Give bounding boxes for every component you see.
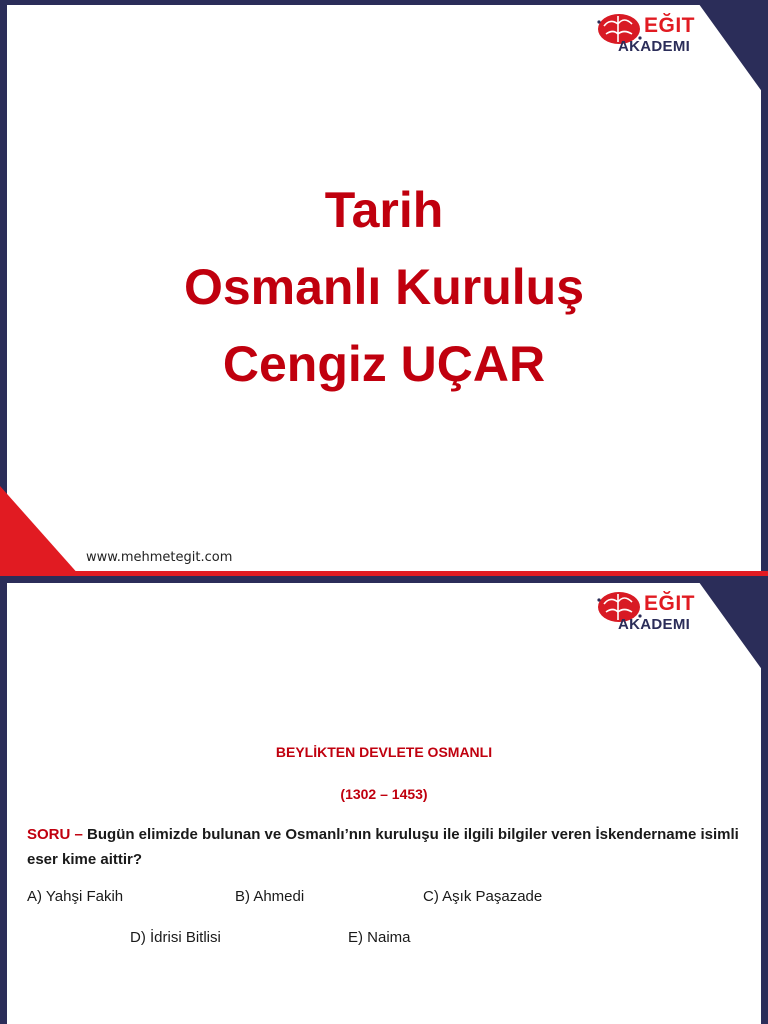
logo-text-bottom: AKADEMI	[618, 38, 691, 55]
slide-title	[0, 172, 768, 403]
question-body: Bugün elimizde bulunan ve Osmanlı’nın kuruluşu ile ilgili bilgiler veren İskendername isimli eser kime aittir?	[27, 826, 739, 868]
section-heading: BEYLİKTEN DEVLETE OSMANLI	[275, 744, 493, 760]
title-line-subject: Tarih	[324, 182, 444, 238]
option-d: D) İdrisi Bitlisi	[130, 929, 221, 946]
logo-text-top: EĞIT	[644, 592, 696, 615]
option-a: A) Yahşi Fakih	[27, 888, 124, 905]
question-slide	[0, 578, 768, 1024]
question-label: SORU –	[27, 826, 83, 843]
logo-text-top: EĞIT	[644, 14, 696, 37]
title-line-author: Cengiz UÇAR	[222, 336, 546, 392]
year-range: (1302 – 1453)	[340, 786, 428, 802]
corner-decoration	[0, 486, 80, 576]
eğit-akademi-logo	[596, 588, 706, 638]
option-e: E) Naima	[348, 929, 411, 946]
option-c: C) Aşık Paşazade	[423, 888, 543, 905]
frame-top	[0, 0, 768, 5]
title-line-topic: Osmanlı Kuruluş	[183, 259, 585, 315]
frame-top	[0, 578, 768, 583]
frame-bottom	[0, 571, 768, 576]
logo-text-bottom: AKADEMI	[618, 616, 691, 633]
question-text	[27, 822, 747, 872]
option-b: B) Ahmedi	[235, 888, 305, 905]
website-url: www.mehmetegit.com	[86, 550, 233, 565]
eğit-akademi-logo	[596, 10, 706, 60]
